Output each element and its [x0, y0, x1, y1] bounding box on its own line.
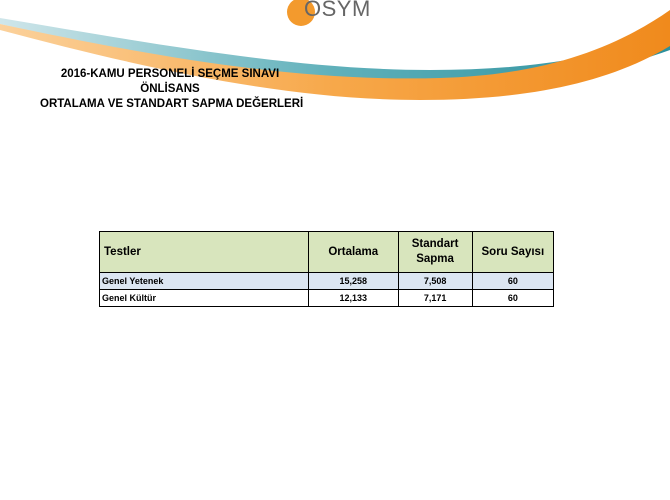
mean-cell: 12,133: [308, 290, 398, 307]
header-ortalama: Ortalama: [308, 232, 398, 273]
statistics-table: [99, 231, 554, 307]
mean-cell: 15,258: [308, 273, 398, 290]
header-soru-sayisi: Soru Sayısı: [472, 232, 553, 273]
std-dev-cell: 7,508: [398, 273, 472, 290]
exam-title: 2016-KAMU PERSONELİ SEÇME SINAVI: [60, 68, 280, 80]
header-testler: Testler: [100, 232, 309, 273]
header-standart-sapma: Standart Sapma: [398, 232, 472, 273]
test-name-cell: Genel Kültür: [100, 290, 309, 307]
osym-logo: OSYM: [304, 0, 371, 21]
table-row: [100, 273, 554, 290]
report-title: ORTALAMA VE STANDART SAPMA DEĞERLERİ: [40, 98, 304, 110]
question-count-cell: 60: [472, 273, 553, 290]
std-dev-cell: 7,171: [398, 290, 472, 307]
question-count-cell: 60: [472, 290, 553, 307]
level-title: ÖNLİSANS: [140, 83, 200, 95]
table-row: [100, 290, 554, 307]
test-name-cell: Genel Yetenek: [100, 273, 309, 290]
document-title-block: [40, 67, 304, 112]
table-header-row: [100, 232, 554, 273]
